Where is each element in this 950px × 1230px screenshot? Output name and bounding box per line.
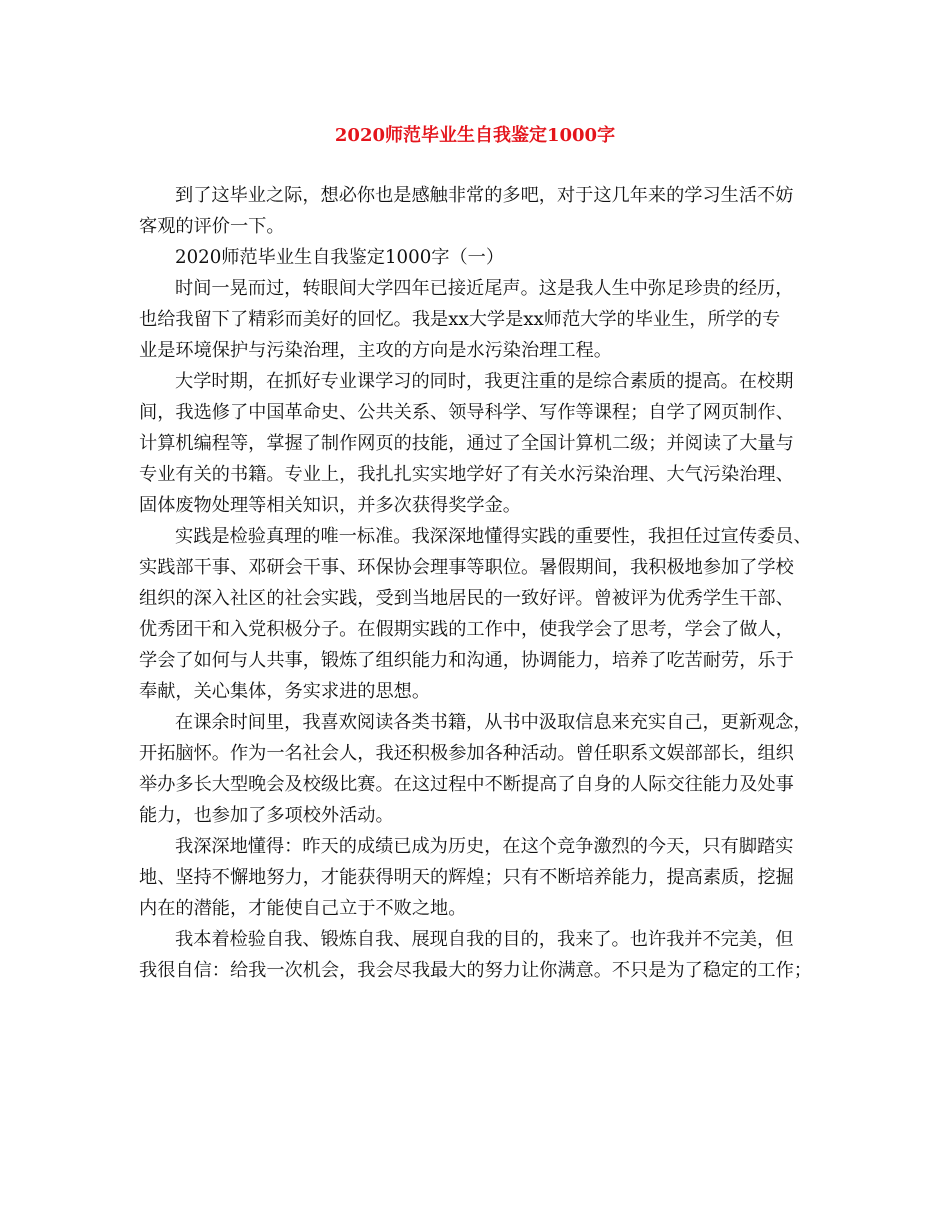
text-line: 实践部干事、邓研会干事、环保协会理事等职位。暑假期间，我积极地参加了学校 xyxy=(139,557,794,578)
paragraph xyxy=(139,242,815,273)
text-line: 实践是检验真理的唯一标准。我深深地懂得实践的重要性，我担任过宣传委员、 xyxy=(175,526,812,547)
text-line: 客观的评价一下。 xyxy=(139,216,285,237)
text-line: 固体废物处理等相关知识，并多次获得奖学金。 xyxy=(139,495,521,516)
text-line: 业是环境保护与污染治理，主攻的方向是水污染治理工程。 xyxy=(139,340,612,361)
text-line: 大学时期，在抓好专业课学习的同时，我更注重的是综合素质的提高。在校期 xyxy=(175,371,794,392)
text-line: 奉献，关心集体，务实求进的思想。 xyxy=(139,681,431,702)
text-line: 我本着检验自我、锻炼自我、展现自我的目的，我来了。也许我并不完美，但 xyxy=(175,929,794,950)
paragraph xyxy=(139,180,815,242)
paragraph xyxy=(139,366,815,521)
text-line: 开拓脑怀。作为一名社会人，我还积极参加各种活动。曾任职系文娱部部长，组织 xyxy=(139,743,794,764)
text-line: 专业有关的书籍。专业上，我扎扎实实地学好了有关水污染治理、大气污染治理、 xyxy=(139,464,794,485)
paragraph xyxy=(139,521,815,707)
text-line: 在课余时间里，我喜欢阅读各类书籍，从书中汲取信息来充实自己，更新观念， xyxy=(175,712,812,733)
document-title: 2020师范毕业生自我鉴定1000字 xyxy=(334,125,616,146)
text-line: 也给我留下了精彩而美好的回忆。我是xx大学是xx师范大学的毕业生，所学的专 xyxy=(139,309,781,330)
text-line: 到了这毕业之际，想必你也是感触非常的多吧，对于这几年来的学习生活不妨 xyxy=(175,185,794,206)
text-line: 2020师范毕业生自我鉴定1000字（一） xyxy=(175,247,505,268)
text-line: 举办多长大型晚会及校级比赛。在这过程中不断提高了自身的人际交往能力及处事 xyxy=(139,774,794,795)
text-line: 内在的潜能，才能使自己立于不败之地。 xyxy=(139,898,467,919)
text-line: 地、坚持不懈地努力，才能获得明天的辉煌；只有不断培养能力，提高素质，挖掘 xyxy=(139,867,794,888)
text-line: 我很自信：给我一次机会，我会尽我最大的努力让你满意。不只是为了稳定的工作； xyxy=(139,960,812,981)
text-line: 间，我选修了中国革命史、公共关系、领导科学、写作等课程；自学了网页制作、 xyxy=(139,402,794,423)
text-line: 组织的深入社区的社会实践，受到当地居民的一致好评。曾被评为优秀学生干部、 xyxy=(139,588,794,609)
paragraph xyxy=(139,924,815,986)
text-line: 我深深地懂得：昨天的成绩已成为历史，在这个竞争激烈的今天，只有脚踏实 xyxy=(175,836,794,857)
document-body xyxy=(139,180,815,986)
text-line: 计算机编程等，掌握了制作网页的技能，通过了全国计算机二级；并阅读了大量与 xyxy=(139,433,794,454)
paragraph xyxy=(139,831,815,924)
paragraph xyxy=(139,707,815,831)
text-line: 学会了如何与人共事，锻炼了组织能力和沟通，协调能力，培养了吃苦耐劳，乐于 xyxy=(139,650,794,671)
text-line: 优秀团干和入党积极分子。在假期实践的工作中，使我学会了思考，学会了做人， xyxy=(139,619,794,640)
text-line: 时间一晃而过，转眼间大学四年已接近尾声。这是我人生中弥足珍贵的经历， xyxy=(175,278,794,299)
paragraph xyxy=(139,273,815,366)
text-line: 能力，也参加了多项校外活动。 xyxy=(139,805,394,826)
